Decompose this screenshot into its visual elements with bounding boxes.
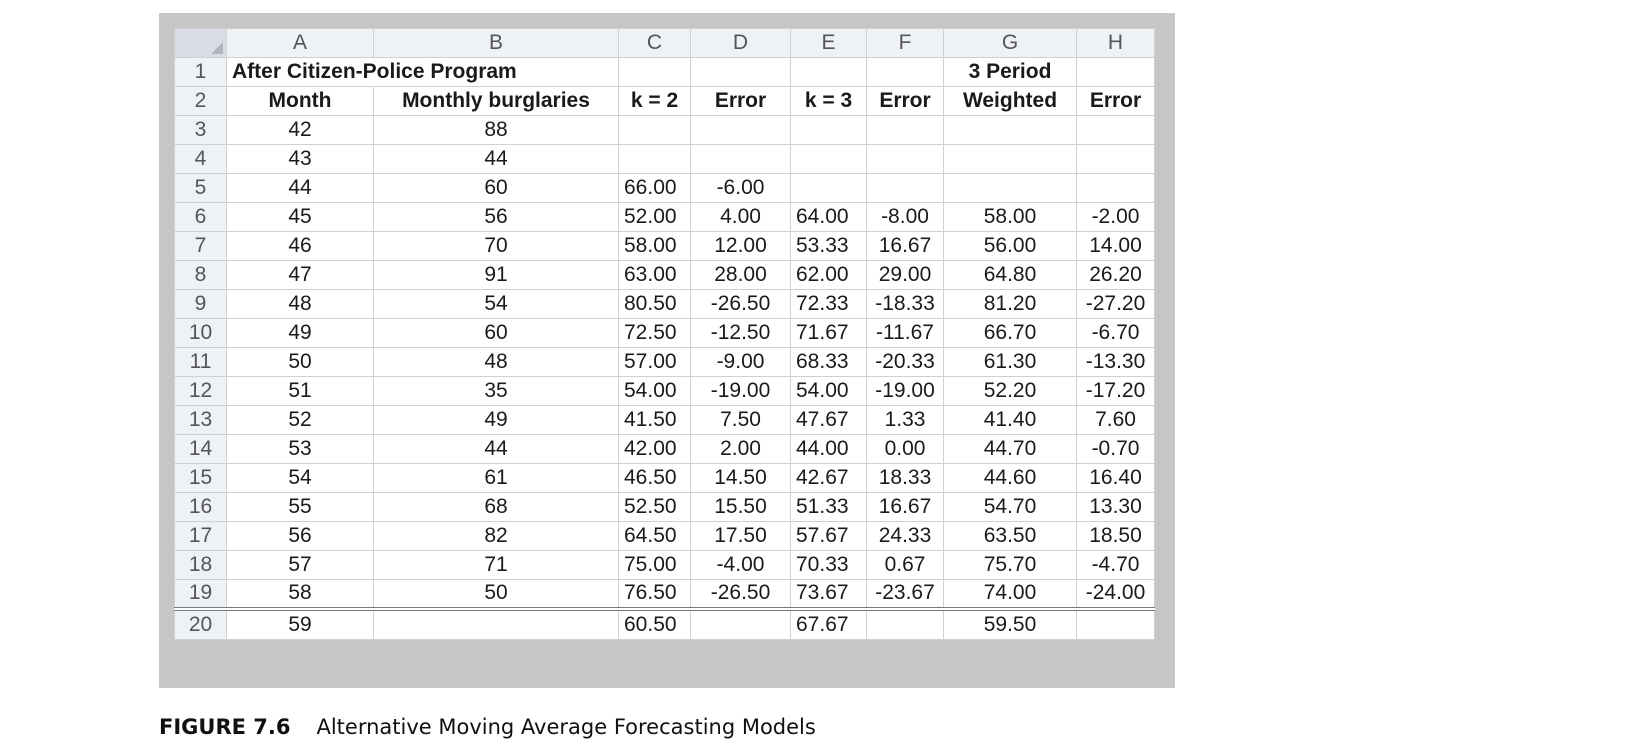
row-header[interactable]: 4 xyxy=(175,145,227,174)
cell[interactable]: 71.67 xyxy=(791,319,867,348)
figure-caption xyxy=(159,715,816,739)
cell[interactable]: -6.00 xyxy=(691,174,791,203)
cell[interactable]: 63.00 xyxy=(619,261,691,290)
cell[interactable]: -23.67 xyxy=(867,580,944,609)
cell[interactable]: 68 xyxy=(374,493,619,522)
cell[interactable]: 44.00 xyxy=(791,435,867,464)
cell[interactable] xyxy=(867,145,944,174)
cell[interactable]: 12.00 xyxy=(691,232,791,261)
cell[interactable]: 47 xyxy=(227,261,374,290)
table-row xyxy=(175,319,1155,348)
cell[interactable]: -19.00 xyxy=(691,377,791,406)
column-header-b[interactable]: B xyxy=(374,29,619,58)
row-header[interactable]: 10 xyxy=(175,319,227,348)
row-header[interactable]: 19 xyxy=(175,580,227,609)
cell[interactable]: 16.67 xyxy=(867,232,944,261)
cell[interactable]: 68.33 xyxy=(791,348,867,377)
cell[interactable]: 13.30 xyxy=(1077,493,1155,522)
cell[interactable]: 46 xyxy=(227,232,374,261)
cell[interactable]: -9.00 xyxy=(691,348,791,377)
cell[interactable] xyxy=(944,174,1077,203)
cell[interactable]: 70 xyxy=(374,232,619,261)
k2-header-cell[interactable]: k = 2 xyxy=(619,87,691,116)
row-header[interactable]: 14 xyxy=(175,435,227,464)
cell[interactable]: -26.50 xyxy=(691,580,791,609)
cell[interactable] xyxy=(1077,145,1155,174)
cell[interactable]: 43 xyxy=(227,145,374,174)
cell[interactable]: 54.00 xyxy=(791,377,867,406)
cell[interactable] xyxy=(619,145,691,174)
cell[interactable]: 71 xyxy=(374,551,619,580)
cell[interactable]: 52.50 xyxy=(619,493,691,522)
cell[interactable]: 48 xyxy=(227,290,374,319)
cell[interactable]: 72.33 xyxy=(791,290,867,319)
row-header[interactable]: 12 xyxy=(175,377,227,406)
column-header-row xyxy=(175,29,1155,58)
cell[interactable]: 66.00 xyxy=(619,174,691,203)
cell[interactable]: 18.33 xyxy=(867,464,944,493)
cell[interactable]: 44 xyxy=(374,145,619,174)
cell[interactable] xyxy=(867,116,944,145)
row-header[interactable]: 6 xyxy=(175,203,227,232)
column-header-g[interactable]: G xyxy=(944,29,1077,58)
weighted-header-cell[interactable]: 3 Period xyxy=(944,58,1077,87)
cell[interactable]: 18.50 xyxy=(1077,522,1155,551)
cell[interactable]: 57 xyxy=(227,551,374,580)
cell[interactable]: -13.30 xyxy=(1077,348,1155,377)
figure-caption-text: Alternative Moving Average Forecasting Models xyxy=(316,715,816,739)
cell[interactable]: 54 xyxy=(374,290,619,319)
cell[interactable]: 29.00 xyxy=(867,261,944,290)
row-header[interactable]: 16 xyxy=(175,493,227,522)
select-all-triangle-icon xyxy=(211,42,223,54)
cell[interactable]: 7.50 xyxy=(691,406,791,435)
cell[interactable]: 56.00 xyxy=(944,232,1077,261)
cell[interactable]: 7.60 xyxy=(1077,406,1155,435)
cell[interactable] xyxy=(867,609,944,640)
row-header[interactable]: 8 xyxy=(175,261,227,290)
column-header-e[interactable]: E xyxy=(791,29,867,58)
cell[interactable]: 62.00 xyxy=(791,261,867,290)
cell[interactable] xyxy=(1077,174,1155,203)
cell[interactable] xyxy=(691,609,791,640)
row-header[interactable]: 15 xyxy=(175,464,227,493)
cell[interactable] xyxy=(619,58,691,87)
cell[interactable]: 15.50 xyxy=(691,493,791,522)
cell[interactable]: 49 xyxy=(374,406,619,435)
cell[interactable]: 2.00 xyxy=(691,435,791,464)
cell[interactable]: -26.50 xyxy=(691,290,791,319)
cell[interactable]: 73.67 xyxy=(791,580,867,609)
cell[interactable] xyxy=(1077,609,1155,640)
cell[interactable]: 42 xyxy=(227,116,374,145)
table-row xyxy=(175,58,1155,87)
cell[interactable]: 66.70 xyxy=(944,319,1077,348)
cell[interactable]: 80.50 xyxy=(619,290,691,319)
cell[interactable]: 57.67 xyxy=(791,522,867,551)
table-row xyxy=(175,232,1155,261)
error-header-cell[interactable]: Error xyxy=(691,87,791,116)
table-row xyxy=(175,580,1155,609)
cell[interactable]: 44.70 xyxy=(944,435,1077,464)
cell[interactable]: 52.00 xyxy=(619,203,691,232)
cell[interactable]: 50 xyxy=(374,580,619,609)
cell[interactable]: 72.50 xyxy=(619,319,691,348)
cell[interactable]: -24.00 xyxy=(1077,580,1155,609)
cell[interactable]: -17.20 xyxy=(1077,377,1155,406)
spreadsheet-frame xyxy=(159,13,1175,688)
table-row xyxy=(175,290,1155,319)
weighted-header-cell[interactable]: Weighted xyxy=(944,87,1077,116)
cell[interactable]: 35 xyxy=(374,377,619,406)
cell[interactable]: 58.00 xyxy=(619,232,691,261)
cell[interactable]: -4.70 xyxy=(1077,551,1155,580)
table-row xyxy=(175,377,1155,406)
cell[interactable]: 61 xyxy=(374,464,619,493)
cell[interactable]: 4.00 xyxy=(691,203,791,232)
month-header-cell[interactable]: Month xyxy=(227,87,374,116)
cell[interactable]: 0.67 xyxy=(867,551,944,580)
cell[interactable] xyxy=(791,145,867,174)
table-row xyxy=(175,348,1155,377)
cell[interactable]: 88 xyxy=(374,116,619,145)
column-header-a[interactable]: A xyxy=(227,29,374,58)
row-header[interactable]: 3 xyxy=(175,116,227,145)
cell[interactable]: -27.20 xyxy=(1077,290,1155,319)
cell[interactable]: 16.67 xyxy=(867,493,944,522)
cell[interactable]: 70.33 xyxy=(791,551,867,580)
row-header[interactable]: 2 xyxy=(175,87,227,116)
cell[interactable] xyxy=(619,116,691,145)
cell[interactable]: 76.50 xyxy=(619,580,691,609)
cell[interactable]: 60 xyxy=(374,174,619,203)
cell[interactable] xyxy=(944,116,1077,145)
error-header-cell[interactable]: Error xyxy=(1077,87,1155,116)
error-header-cell[interactable]: Error xyxy=(867,87,944,116)
cell[interactable] xyxy=(374,609,619,640)
cell[interactable] xyxy=(691,58,791,87)
cell[interactable]: 75.70 xyxy=(944,551,1077,580)
cell[interactable]: 42.67 xyxy=(791,464,867,493)
cell[interactable] xyxy=(867,174,944,203)
cell[interactable]: 42.00 xyxy=(619,435,691,464)
cell[interactable]: 60 xyxy=(374,319,619,348)
row-header[interactable]: 7 xyxy=(175,232,227,261)
table-row xyxy=(175,493,1155,522)
cell[interactable]: 64.00 xyxy=(791,203,867,232)
cell[interactable]: -18.33 xyxy=(867,290,944,319)
cell[interactable]: 54.00 xyxy=(619,377,691,406)
cell[interactable]: 28.00 xyxy=(691,261,791,290)
table-row xyxy=(175,522,1155,551)
table-row xyxy=(175,551,1155,580)
cell[interactable]: 24.33 xyxy=(867,522,944,551)
cell[interactable]: -4.00 xyxy=(691,551,791,580)
row-header[interactable]: 13 xyxy=(175,406,227,435)
cell[interactable]: 16.40 xyxy=(1077,464,1155,493)
cell[interactable]: 44 xyxy=(374,435,619,464)
cell[interactable] xyxy=(691,116,791,145)
cell[interactable]: 58 xyxy=(227,580,374,609)
cell[interactable]: 14.50 xyxy=(691,464,791,493)
row-header[interactable]: 5 xyxy=(175,174,227,203)
cell[interactable]: 49 xyxy=(227,319,374,348)
cell[interactable]: 64.50 xyxy=(619,522,691,551)
k3-header-cell[interactable]: k = 3 xyxy=(791,87,867,116)
sheet-title-cell[interactable]: After Citizen-Police Program xyxy=(227,58,619,87)
cell[interactable] xyxy=(1077,58,1155,87)
table-row xyxy=(175,406,1155,435)
row-header[interactable]: 17 xyxy=(175,522,227,551)
figure-label: FIGURE 7.6 xyxy=(159,715,291,739)
cell[interactable]: 52 xyxy=(227,406,374,435)
cell[interactable]: 1.33 xyxy=(867,406,944,435)
cell[interactable]: 63.50 xyxy=(944,522,1077,551)
cell[interactable]: 75.00 xyxy=(619,551,691,580)
cell[interactable]: 54 xyxy=(227,464,374,493)
cell[interactable]: 91 xyxy=(374,261,619,290)
cell[interactable]: -20.33 xyxy=(867,348,944,377)
table-row xyxy=(175,609,1155,640)
cell[interactable]: 48 xyxy=(374,348,619,377)
cell[interactable]: 47.67 xyxy=(791,406,867,435)
cell[interactable]: 51 xyxy=(227,377,374,406)
cell[interactable]: 50 xyxy=(227,348,374,377)
cell[interactable]: 60.50 xyxy=(619,609,691,640)
table-row xyxy=(175,116,1155,145)
cell[interactable]: 46.50 xyxy=(619,464,691,493)
cell[interactable]: 82 xyxy=(374,522,619,551)
row-header[interactable]: 9 xyxy=(175,290,227,319)
cell[interactable]: -12.50 xyxy=(691,319,791,348)
table-row xyxy=(175,464,1155,493)
row-header[interactable]: 11 xyxy=(175,348,227,377)
cell[interactable]: 14.00 xyxy=(1077,232,1155,261)
cell[interactable]: 58.00 xyxy=(944,203,1077,232)
cell[interactable]: 44.60 xyxy=(944,464,1077,493)
cell[interactable]: 56 xyxy=(227,522,374,551)
cell[interactable] xyxy=(867,58,944,87)
cell[interactable]: 74.00 xyxy=(944,580,1077,609)
cell[interactable]: -8.00 xyxy=(867,203,944,232)
column-header-c[interactable]: C xyxy=(619,29,691,58)
table-row xyxy=(175,145,1155,174)
cell[interactable]: 64.80 xyxy=(944,261,1077,290)
spreadsheet-grid xyxy=(174,28,1155,640)
cell[interactable]: 59.50 xyxy=(944,609,1077,640)
cell[interactable] xyxy=(791,174,867,203)
burglaries-header-cell[interactable]: Monthly burglaries xyxy=(374,87,619,116)
cell[interactable]: 0.00 xyxy=(867,435,944,464)
cell[interactable] xyxy=(691,145,791,174)
cell[interactable] xyxy=(1077,116,1155,145)
row-header[interactable]: 20 xyxy=(175,609,227,640)
table-row xyxy=(175,435,1155,464)
cell[interactable]: 41.40 xyxy=(944,406,1077,435)
cell[interactable]: 54.70 xyxy=(944,493,1077,522)
column-header-f[interactable]: F xyxy=(867,29,944,58)
column-header-h[interactable]: H xyxy=(1077,29,1155,58)
row-header[interactable]: 1 xyxy=(175,58,227,87)
cell[interactable] xyxy=(944,145,1077,174)
cell[interactable] xyxy=(791,116,867,145)
select-all-corner[interactable] xyxy=(175,29,227,58)
cell[interactable]: 81.20 xyxy=(944,290,1077,319)
cell[interactable]: -0.70 xyxy=(1077,435,1155,464)
cell[interactable]: -6.70 xyxy=(1077,319,1155,348)
row-header[interactable]: 18 xyxy=(175,551,227,580)
cell[interactable]: 67.67 xyxy=(791,609,867,640)
cell[interactable]: 45 xyxy=(227,203,374,232)
column-header-d[interactable]: D xyxy=(691,29,791,58)
table-row xyxy=(175,174,1155,203)
cell[interactable]: 53.33 xyxy=(791,232,867,261)
cell[interactable]: -11.67 xyxy=(867,319,944,348)
cell[interactable]: 61.30 xyxy=(944,348,1077,377)
cell[interactable]: 44 xyxy=(227,174,374,203)
cell[interactable]: -2.00 xyxy=(1077,203,1155,232)
cell[interactable]: 26.20 xyxy=(1077,261,1155,290)
cell[interactable]: 56 xyxy=(374,203,619,232)
cell[interactable]: 41.50 xyxy=(619,406,691,435)
cell[interactable]: 59 xyxy=(227,609,374,640)
cell[interactable]: 51.33 xyxy=(791,493,867,522)
table-row xyxy=(175,261,1155,290)
cell[interactable]: 55 xyxy=(227,493,374,522)
cell[interactable]: 17.50 xyxy=(691,522,791,551)
cell[interactable]: -19.00 xyxy=(867,377,944,406)
cell[interactable] xyxy=(791,58,867,87)
cell[interactable]: 57.00 xyxy=(619,348,691,377)
cell[interactable]: 53 xyxy=(227,435,374,464)
table-row xyxy=(175,87,1155,116)
cell[interactable]: 52.20 xyxy=(944,377,1077,406)
table-row xyxy=(175,203,1155,232)
